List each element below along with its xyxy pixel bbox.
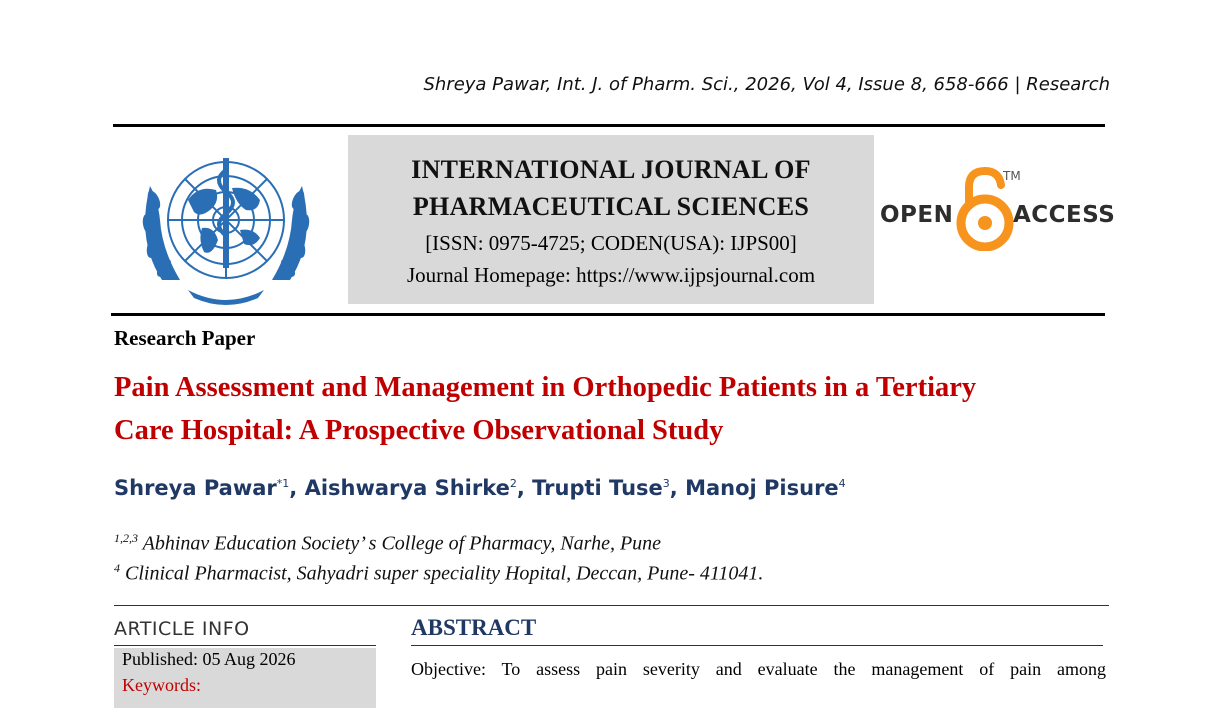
author-mark: *1 — [276, 477, 290, 490]
affiliation-divider — [114, 605, 1109, 606]
open-access-logo — [880, 165, 1116, 255]
who-emblem-icon — [128, 140, 324, 306]
header-rule-bottom — [111, 313, 1105, 316]
author-mark: 2 — [509, 477, 517, 490]
affiliation — [114, 561, 763, 586]
author-name: Trupti Tuse — [532, 476, 663, 500]
journal-homepage: Journal Homepage: https://www.ijpsjournal.com — [406, 263, 816, 287]
keywords-label: Keywords: — [122, 675, 201, 695]
journal-name: INTERNATIONAL JOURNAL OF PHARMACEUTICAL SCIENCES — [411, 155, 811, 221]
article-info-box — [114, 648, 376, 708]
journal-banner — [348, 135, 874, 304]
author-name: Aishwarya Shirke — [304, 476, 510, 500]
author-list: Shreya Pawar$^{*1}$, Aishwarya Shirke$^2$, Trupti Tuse$^3$, Manoj Pisure$^4$ — [114, 476, 846, 500]
open-access-open-text: OPEN — [880, 202, 954, 228]
author-mark: 4 — [838, 477, 846, 490]
author-name: Manoj Pisure — [685, 476, 839, 500]
affiliation-text: Clinical Pharmacist, Sahyadri super speciality Hopital, Deccan, Pune- 411041. — [125, 562, 764, 585]
author-mark: 3 — [662, 477, 670, 490]
affiliation — [114, 531, 661, 556]
article-info-divider — [114, 645, 376, 646]
paper-title: Pain Assessment and Management in Orthopedic Patients in a Tertiary Care Hospital: A Prospective Observational Study — [114, 372, 977, 446]
abstract-text: Objective: To assess pain severity and evaluate the management of pain among — [411, 659, 1106, 679]
journal-issn: [ISSN: 0975-4725; CODEN(USA): IJPS00] — [425, 231, 797, 255]
running-head: Shreya Pawar, Int. J. of Pharm. Sci., 2026, Vol 4, Issue 8, 658-666 | Research — [423, 74, 1110, 95]
abstract-heading: ABSTRACT — [411, 615, 537, 640]
open-access-access-text: ACCESS — [1013, 202, 1116, 228]
header-rule-top — [113, 124, 1105, 127]
abstract-divider — [411, 645, 1103, 646]
affiliation-text: Abhinav Education Society’ s College of Pharmacy, Narhe, Pune — [142, 532, 662, 555]
article-info-heading: ARTICLE INFO — [114, 618, 250, 640]
affiliation-mark: 4 — [114, 561, 120, 575]
published-date: Published: 05 Aug 2026 — [122, 649, 296, 669]
trademark-mark: TM — [1003, 169, 1021, 183]
affiliation-mark: 1,2,3 — [114, 531, 138, 545]
author-name: Shreya Pawar — [114, 476, 277, 500]
paper-type: Research Paper — [114, 326, 256, 350]
